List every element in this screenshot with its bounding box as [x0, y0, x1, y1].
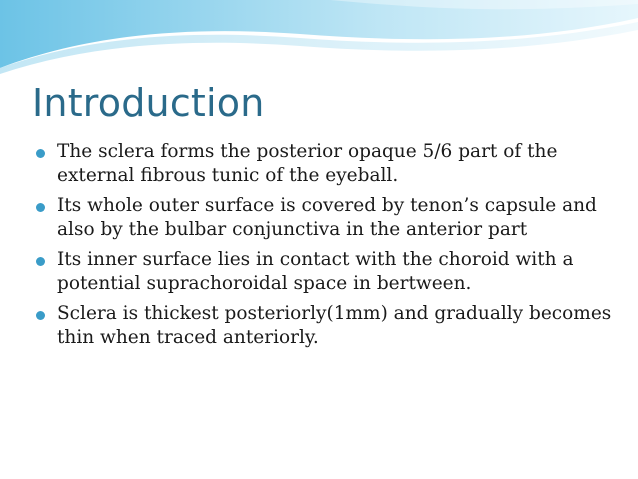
list-item	[34, 302, 614, 350]
bullet-dot-icon	[36, 257, 45, 266]
list-item	[34, 194, 614, 242]
bullet-dot-icon	[36, 203, 45, 212]
bullet-text: Its inner surface lies in contact with the choroid with a potential suprachoroidal space in bertween.	[57, 249, 574, 294]
bullet-list	[34, 140, 614, 356]
bullet-dot-icon	[36, 149, 45, 158]
bullet-dot-icon	[36, 311, 45, 320]
header-wave-decoration	[0, 0, 638, 80]
bullet-text: Its whole outer surface is covered by tenon’s capsule and also by the bulbar conjunctiva in the anterior part	[57, 195, 597, 240]
bullet-text: The sclera forms the posterior opaque 5/6 part of the external fibrous tunic of the eyeball.	[57, 141, 558, 186]
list-item	[34, 248, 614, 296]
bullet-text: Sclera is thickest posteriorly(1mm) and gradually becomes thin when traced anteriorly.	[57, 303, 612, 348]
slide-title: Introduction	[32, 81, 265, 125]
list-item	[34, 140, 614, 188]
